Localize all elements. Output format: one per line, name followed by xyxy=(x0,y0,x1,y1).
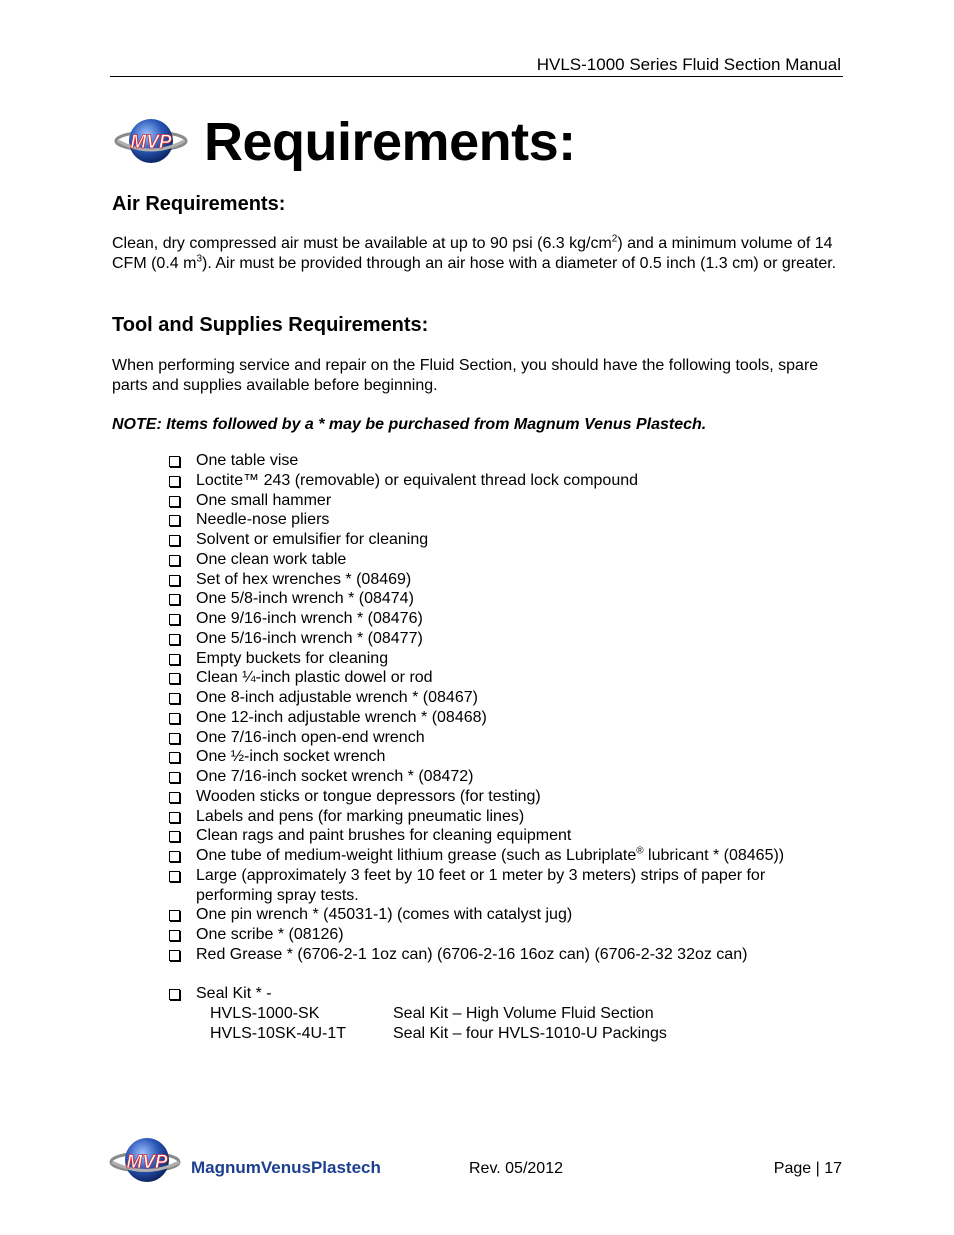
air-requirements-text: Clean, dry compressed air must be available at up to 90 psi (6.3 $kg/cm^2$) and a minimum volume of 14 CFM (0.4 $m^3$). Air must be provided through an air hose with a diameter of 0.5 inch (1.3 cm) or greater. xyxy=(112,233,837,272)
list-item: Needle-nose pliers xyxy=(166,510,846,530)
checkbox-icon xyxy=(169,871,180,882)
checkbox-icon xyxy=(169,989,180,1000)
list-item: Wooden sticks or tongue depressors (for testing) xyxy=(166,787,846,807)
list-item: One 5/8-inch wrench * (08474) xyxy=(166,589,846,609)
list-item: Solvent or emulsifier for cleaning xyxy=(166,530,846,550)
checkbox-icon xyxy=(169,535,180,546)
purchase-note: NOTE: Items followed by a * may be purchased from Magnum Venus Plastech. xyxy=(112,416,707,433)
list-item: One 8-inch adjustable wrench * (08467) xyxy=(166,688,846,708)
footer-page-number: Page | 17 xyxy=(773,1160,842,1177)
tools-checklist xyxy=(166,451,846,1044)
footer-revision: Rev. 05/2012 xyxy=(469,1160,563,1177)
list-item: Labels and pens (for marking pneumatic lines) xyxy=(166,807,846,827)
checkbox-icon xyxy=(169,654,180,665)
list-item: One scribe * (08126) xyxy=(166,925,846,945)
list-item: Clean rags and paint brushes for cleaning equipment xyxy=(166,826,846,846)
checkbox-icon xyxy=(169,496,180,507)
table-row xyxy=(196,1024,846,1044)
list-item: Loctite™ 243 (removable) or equivalent thread lock compound xyxy=(166,471,846,491)
header-rule xyxy=(110,76,843,77)
list-item: Set of hex wrenches * (08469) xyxy=(166,570,846,590)
svg-text:MVP: MVP xyxy=(130,132,172,153)
checkbox-icon xyxy=(169,575,180,586)
list-item: One ½-inch socket wrench xyxy=(166,747,846,767)
seal-kit-description: Seal Kit – High Volume Fluid Section xyxy=(393,1005,654,1022)
seal-kit-table xyxy=(196,1004,846,1044)
checkbox-icon xyxy=(169,693,180,704)
list-item: One tube of medium-weight lithium grease (such as Lubriplate® lubricant * (08465)) xyxy=(166,846,846,866)
list-item: One table vise xyxy=(166,451,846,471)
seal-kit-code: HVLS-1000-SK xyxy=(210,1005,320,1022)
header-title: HVLS-1000 Series Fluid Section Manual xyxy=(536,55,841,74)
list-item: One clean work table xyxy=(166,550,846,570)
list-item: Clean ¼-inch plastic dowel or rod xyxy=(166,668,846,688)
seal-kit-description: Seal Kit – four HVLS-1010-U Packings xyxy=(393,1024,667,1042)
checkbox-icon xyxy=(169,733,180,744)
list-item: One small hammer xyxy=(166,491,846,511)
seal-kit-code: HVLS-10SK-4U-1T xyxy=(210,1024,347,1042)
tools-requirements-heading: Tool and Supplies Requirements: xyxy=(112,314,429,336)
checkbox-icon xyxy=(169,673,180,684)
page-title: Requirements: xyxy=(204,112,576,172)
table-row xyxy=(196,1004,846,1024)
checkbox-icon xyxy=(169,555,180,566)
magnum-venus-plastech-logo-icon xyxy=(109,1133,389,1191)
svg-text:MVP: MVP xyxy=(126,1152,168,1173)
checkbox-icon xyxy=(169,752,180,763)
checkbox-icon xyxy=(169,713,180,724)
checkbox-icon xyxy=(169,614,180,625)
checkbox-icon xyxy=(169,910,180,921)
svg-text:MagnumVenusPlastech: MagnumVenusPlastech xyxy=(191,1158,381,1177)
list-item: Empty buckets for cleaning xyxy=(166,649,846,669)
checkbox-icon xyxy=(169,515,180,526)
list-item: One 9/16-inch wrench * (08476) xyxy=(166,609,846,629)
checkbox-icon xyxy=(169,594,180,605)
checkbox-icon xyxy=(169,476,180,487)
list-item: One pin wrench * (45031-1) (comes with catalyst jug) xyxy=(166,905,846,925)
checkbox-icon xyxy=(169,772,180,783)
list-item: One 12-inch adjustable wrench * (08468) xyxy=(166,708,846,728)
list-item: One 7/16-inch socket wrench * (08472) xyxy=(166,767,846,787)
checkbox-icon xyxy=(169,792,180,803)
tools-intro-text: When performing service and repair on the Fluid Section, you should have the following tools, spare parts and supplies available before beginning. xyxy=(112,357,819,394)
checkbox-icon xyxy=(169,950,180,961)
mvp-logo-icon xyxy=(114,115,188,167)
checkbox-icon xyxy=(169,831,180,842)
checkbox-icon xyxy=(169,634,180,645)
checkbox-icon xyxy=(169,812,180,823)
list-item: One 7/16-inch open-end wrench xyxy=(166,728,846,748)
list-item: Red Grease * (6706-2-1 1oz can) (6706-2-16 16oz can) (6706-2-32 32oz can) xyxy=(166,945,846,965)
seal-kit-item: Seal Kit * - HVLS-1000-SK Seal Kit – High Volume Fluid Section HVLS-10SK-4U-1T Seal Kit – four HVLS-1010-U Packings xyxy=(166,984,846,1043)
air-requirements-heading: Air Requirements: xyxy=(112,193,286,215)
checkbox-icon xyxy=(169,851,180,862)
checkbox-icon xyxy=(169,456,180,467)
list-item: One 5/16-inch wrench * (08477) xyxy=(166,629,846,649)
list-item: Large (approximately 3 feet by 10 feet or 1 meter by 3 meters) strips of paper for performing spray tests. xyxy=(166,866,846,906)
checkbox-icon xyxy=(169,930,180,941)
